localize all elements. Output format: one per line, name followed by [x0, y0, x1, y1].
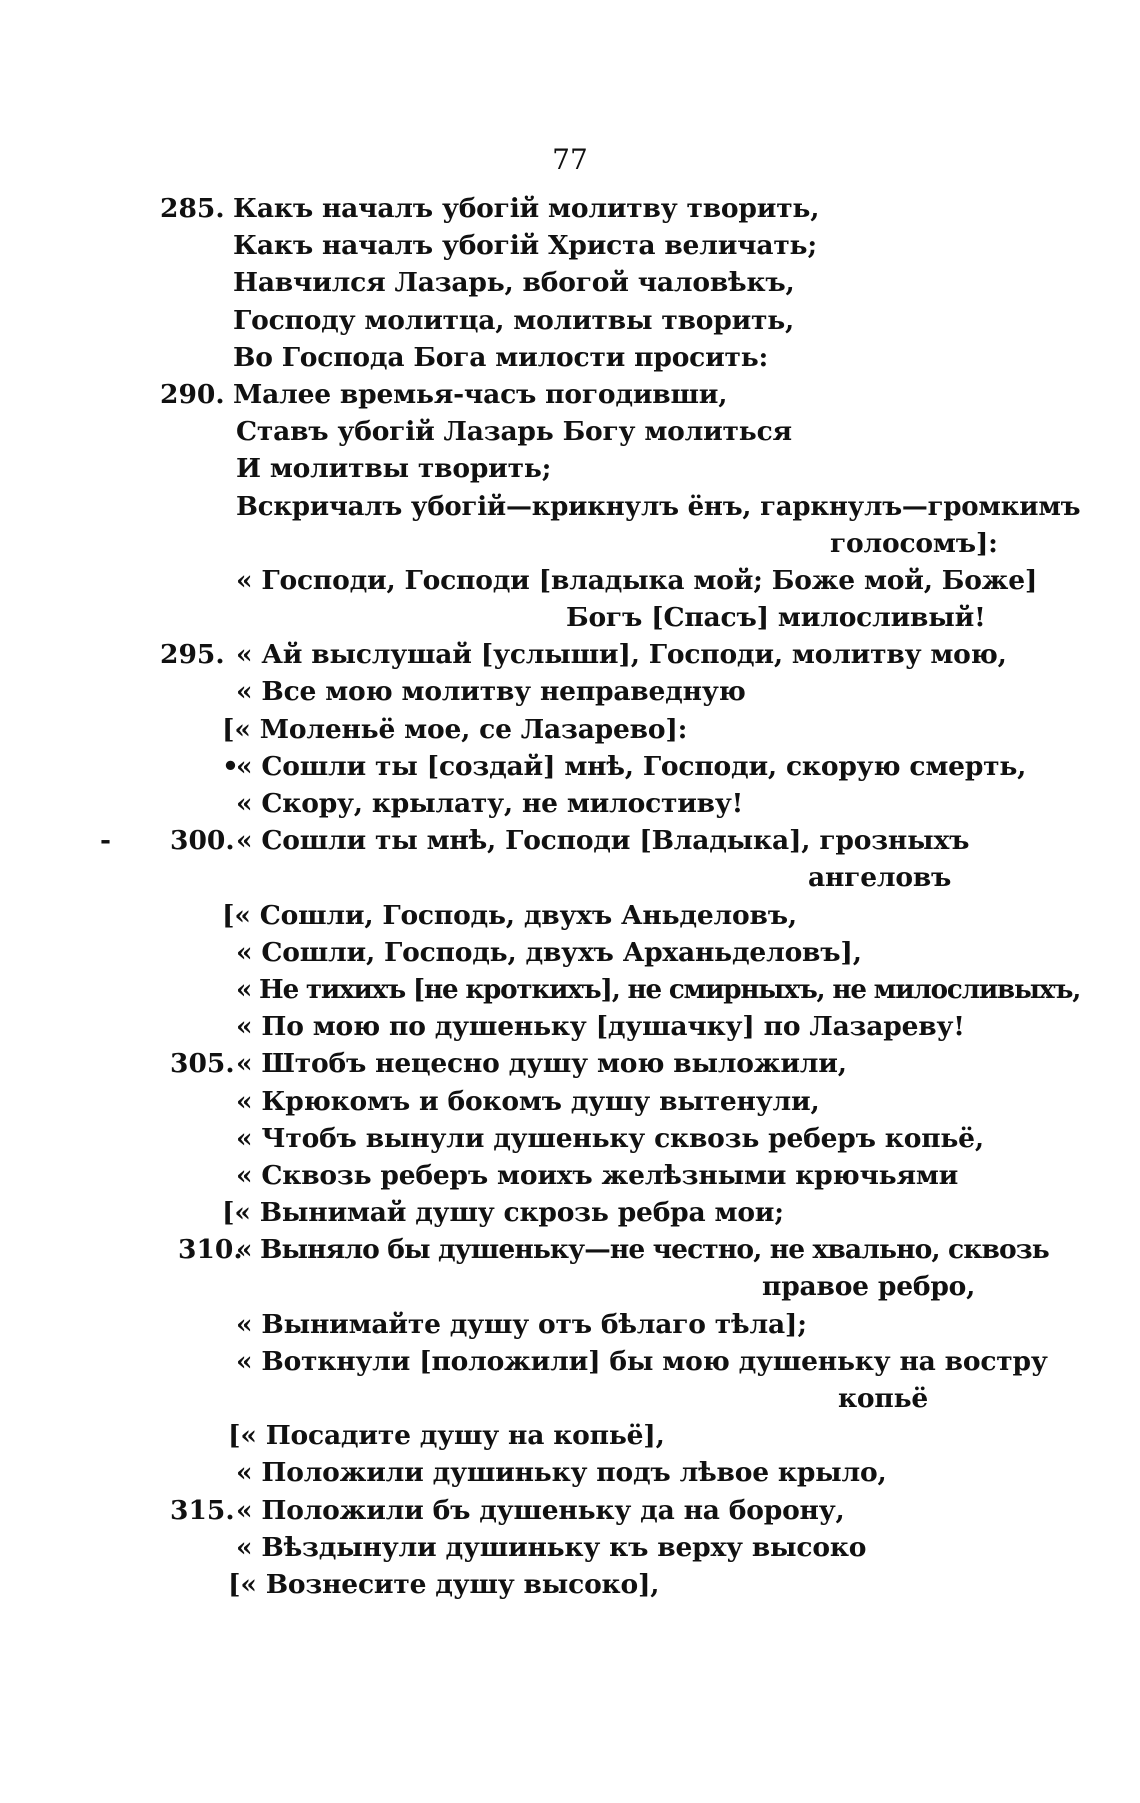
- page-number: 77: [552, 143, 588, 176]
- verse-text: « Ай выслушай [услыши], Господи, молитву мою,: [236, 639, 1007, 671]
- line-number: 290.: [160, 378, 225, 410]
- poem-line: [0, 1194, 1140, 1231]
- poem-line: [0, 1529, 1140, 1566]
- verse-text: « Вѣздынули душиньку къ верху высоко: [236, 1531, 867, 1563]
- poem-line: [0, 934, 1140, 971]
- verse-text: Какъ началъ убогій Христа величать;: [233, 230, 817, 262]
- verse-text: « Все мою молитву неправедную: [236, 676, 746, 708]
- poem-line: [0, 748, 1140, 785]
- continuation-text: ангеловъ: [808, 862, 952, 894]
- verse-text: « Сошли ты [создай] мнѣ, Господи, скорую смерть,: [236, 750, 1027, 782]
- poem-line: [0, 376, 1140, 413]
- verse-text: « Положили душиньку подъ лѣвое крыло,: [236, 1457, 887, 1489]
- verse-text: Ставъ убогій Лазарь Богу молиться: [236, 416, 792, 448]
- poem-line: [0, 711, 1140, 748]
- poem-line: [0, 1268, 1140, 1305]
- continuation-text: правое ребро,: [762, 1271, 976, 1303]
- poem-line: [0, 1380, 1140, 1417]
- line-number: 305.: [170, 1048, 235, 1080]
- poem-line: [0, 1417, 1140, 1454]
- verse-text: [« Вынимай душу скрозь ребра мои;: [222, 1197, 784, 1229]
- poem-line: [0, 190, 1140, 227]
- verse-text: « Положили бъ душеньку да на борону,: [236, 1494, 845, 1526]
- poem-line: [0, 1008, 1140, 1045]
- line-number: 310.: [178, 1234, 243, 1266]
- verse-text: « По мою по душеньку [душачку] по Лазареву!: [236, 1011, 965, 1043]
- poem-line: [0, 1492, 1140, 1529]
- poem-line: [0, 859, 1140, 896]
- verse-text: « Чтобъ вынули душеньку сквозь реберъ копьё,: [236, 1122, 984, 1154]
- verse-text: Навчился Лазарь, вбогой чаловѣкъ,: [233, 267, 795, 299]
- poem-line: [0, 599, 1140, 636]
- continuation-text: Богъ [Спасъ] милосливый!: [566, 602, 986, 634]
- poem-line: [0, 1045, 1140, 1082]
- poem-line: [0, 562, 1140, 599]
- stray-mark: •: [222, 750, 239, 782]
- verse-text: [« Сошли, Господь, двухъ Аньделовъ,: [222, 899, 797, 931]
- verse-text: [« Посадите душу на копьё],: [228, 1420, 665, 1452]
- poem-line: [0, 971, 1140, 1008]
- poem-line: [0, 488, 1140, 525]
- verse-text: « Сошли, Господь, двухъ Арханьделовъ],: [236, 936, 862, 968]
- poem-line: [0, 1231, 1140, 1268]
- verse-text: « Выняло бы душеньку—не честно, не хвально, сквозь: [236, 1234, 1049, 1266]
- poem-line: [0, 1343, 1140, 1380]
- verse-text: [« Вознесите душу высоко],: [228, 1568, 660, 1600]
- poem-line: [0, 339, 1140, 376]
- verse-text: « Штобъ нецесно душу мою выложили,: [236, 1048, 847, 1080]
- verse-text: И молитвы творить;: [236, 453, 552, 485]
- poem-line: [0, 1157, 1140, 1194]
- poem-line: [0, 785, 1140, 822]
- poem-line: [0, 450, 1140, 487]
- line-number: 295.: [160, 639, 225, 671]
- verse-text: Господу молитца, молитвы творить,: [233, 304, 795, 336]
- poem-line: [0, 264, 1140, 301]
- verse-text: Малее времья-часъ погодивши,: [233, 378, 728, 410]
- verse-text: « Сквозь реберъ моихъ желѣзными крючьями: [236, 1159, 959, 1191]
- poem-line: [0, 673, 1140, 710]
- verse-text: « Скору, крылату, не милостиву!: [236, 788, 744, 819]
- poem-line: [0, 413, 1140, 450]
- poem-line: [0, 636, 1140, 673]
- verse-text: « Воткнули [положили] бы мою душеньку на востру: [236, 1345, 1048, 1377]
- stray-mark: -: [100, 825, 111, 857]
- verse-text: Вскричалъ убогій—крикнулъ ёнъ, гаркнулъ—громкимъ: [236, 490, 1081, 522]
- poem-line: [0, 1454, 1140, 1491]
- verse-text: « Не тихихъ [не кроткихъ], не смирныхъ, не милосливыхъ,: [236, 973, 1081, 1005]
- verse-text: « Господи, Господи [владыка мой; Боже мой, Боже]: [236, 564, 1038, 596]
- poem-line: [0, 525, 1140, 562]
- verse-text: [« Моленьё мое, се Лазарево]:: [222, 713, 688, 745]
- continuation-text: копьё: [838, 1383, 929, 1414]
- poem-line: [0, 1083, 1140, 1120]
- poem-line: [0, 1566, 1140, 1603]
- verse-text: « Сошли ты мнѣ, Господи [Владыка], грозныхъ: [236, 825, 970, 857]
- poem-line: [0, 227, 1140, 264]
- verse-text: « Вынимайте душу отъ бѣлаго тѣла];: [236, 1308, 807, 1340]
- poem-line: [0, 1306, 1140, 1343]
- verse-text: « Крюкомъ и бокомъ душу вытенули,: [236, 1085, 820, 1117]
- line-number: 300.: [170, 825, 235, 857]
- continuation-text: голосомъ]:: [830, 527, 998, 559]
- poem-line: [0, 302, 1140, 339]
- poem-line: [0, 1120, 1140, 1157]
- poem-line: [0, 897, 1140, 934]
- line-number: 285.: [160, 193, 225, 224]
- line-number: 315.: [170, 1494, 235, 1526]
- verse-text: Во Господа Бога милости просить:: [233, 341, 769, 373]
- poem-line: [0, 822, 1140, 859]
- verse-text: Какъ началъ убогій молитву творить,: [233, 193, 820, 224]
- poem-text: [0, 190, 1140, 1603]
